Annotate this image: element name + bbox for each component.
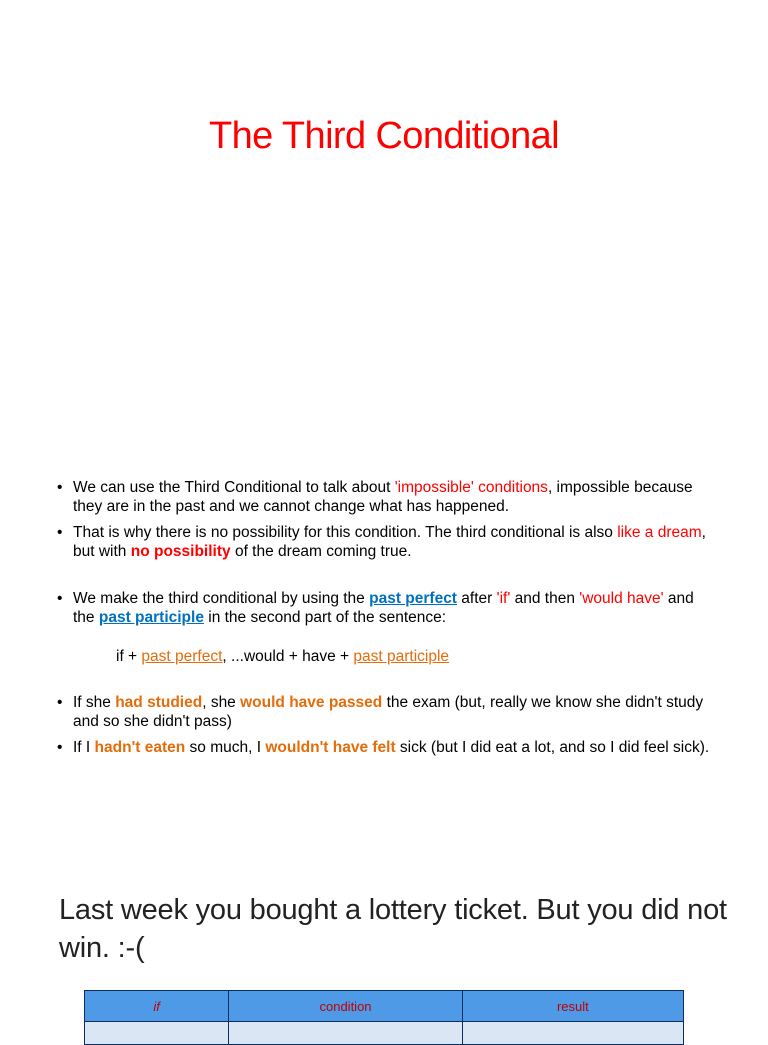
highlight-no-possibility: no possibility — [130, 543, 231, 560]
table-row — [85, 1022, 684, 1045]
highlight-would-have: 'would have' — [579, 590, 664, 607]
bullet-list — [57, 478, 717, 764]
bullet-text: That is why there is no possibility for this condition. The third conditional is also — [73, 524, 618, 541]
formula-past-participle: past participle — [353, 648, 450, 665]
bullet-text: so much, I — [185, 739, 266, 756]
header-condition: condition — [229, 991, 462, 1022]
highlight-like-a-dream: like a dream — [617, 524, 702, 541]
formula-past-perfect: past perfect — [141, 648, 223, 665]
bullet-text: If she — [73, 694, 116, 711]
bullet-dot-icon: • — [57, 524, 63, 541]
bullet-text: , but with — [73, 524, 706, 560]
formula-text: if + — [116, 648, 142, 665]
table-cell — [462, 1022, 683, 1045]
bullet-example-eaten — [57, 738, 717, 757]
bullet-dot-icon: • — [57, 694, 63, 711]
bullet-text: We can use the Third Conditional to talk about — [73, 479, 395, 496]
bullet-text: of the dream coming true. — [230, 543, 412, 560]
formula-line — [116, 647, 717, 666]
bullet-impossible-conditions — [57, 478, 717, 516]
slide-title: The Third Conditional — [208, 115, 559, 157]
bullet-text: and the — [73, 590, 694, 626]
highlight-had-studied: had studied — [115, 694, 203, 711]
table-cell — [85, 1022, 229, 1045]
formula-text: , ...would + have + — [222, 648, 354, 665]
spacer — [57, 568, 717, 589]
link-past-participle[interactable]: past participle — [98, 609, 204, 626]
bullet-example-studied — [57, 693, 717, 731]
highlight-would-have-passed: would have passed — [240, 694, 383, 711]
highlight-hadnt-eaten: hadn't eaten — [94, 739, 186, 756]
highlight-wouldnt-have-felt: wouldn't have felt — [265, 739, 396, 756]
bullet-how-to-make — [57, 589, 717, 627]
bullet-text: , she — [202, 694, 241, 711]
highlight-impossible-conditions: 'impossible' conditions — [394, 479, 548, 496]
bullet-text: sick (but I did eat a lot, and so I did feel sick). — [395, 739, 710, 756]
table-cell — [229, 1022, 462, 1045]
header-result: result — [462, 991, 683, 1022]
conditional-table — [84, 990, 684, 1045]
bullet-text: If I — [73, 739, 95, 756]
bullet-dot-icon: • — [57, 479, 63, 496]
bullet-like-a-dream — [57, 523, 717, 561]
header-if: if — [85, 991, 229, 1022]
link-past-perfect[interactable]: past perfect — [369, 590, 457, 607]
table-header-row — [85, 991, 684, 1022]
bullet-text: after — [456, 590, 497, 607]
bullet-text: in the second part of the sentence: — [203, 609, 447, 626]
bullet-text: , impossible because they are in the past and we cannot change what has happened. — [73, 479, 693, 515]
bullet-text: and then — [510, 590, 580, 607]
bullet-dot-icon: • — [57, 739, 63, 756]
bullet-text: the exam (but, really we know she didn't study and so she didn't pass) — [73, 694, 704, 730]
highlight-if: 'if' — [496, 590, 511, 607]
lottery-heading: Last week you bought a lottery ticket. But you did not win. :-( — [59, 894, 727, 964]
bullet-text: We make the third conditional by using the — [73, 590, 370, 607]
bullet-dot-icon: • — [57, 590, 63, 607]
